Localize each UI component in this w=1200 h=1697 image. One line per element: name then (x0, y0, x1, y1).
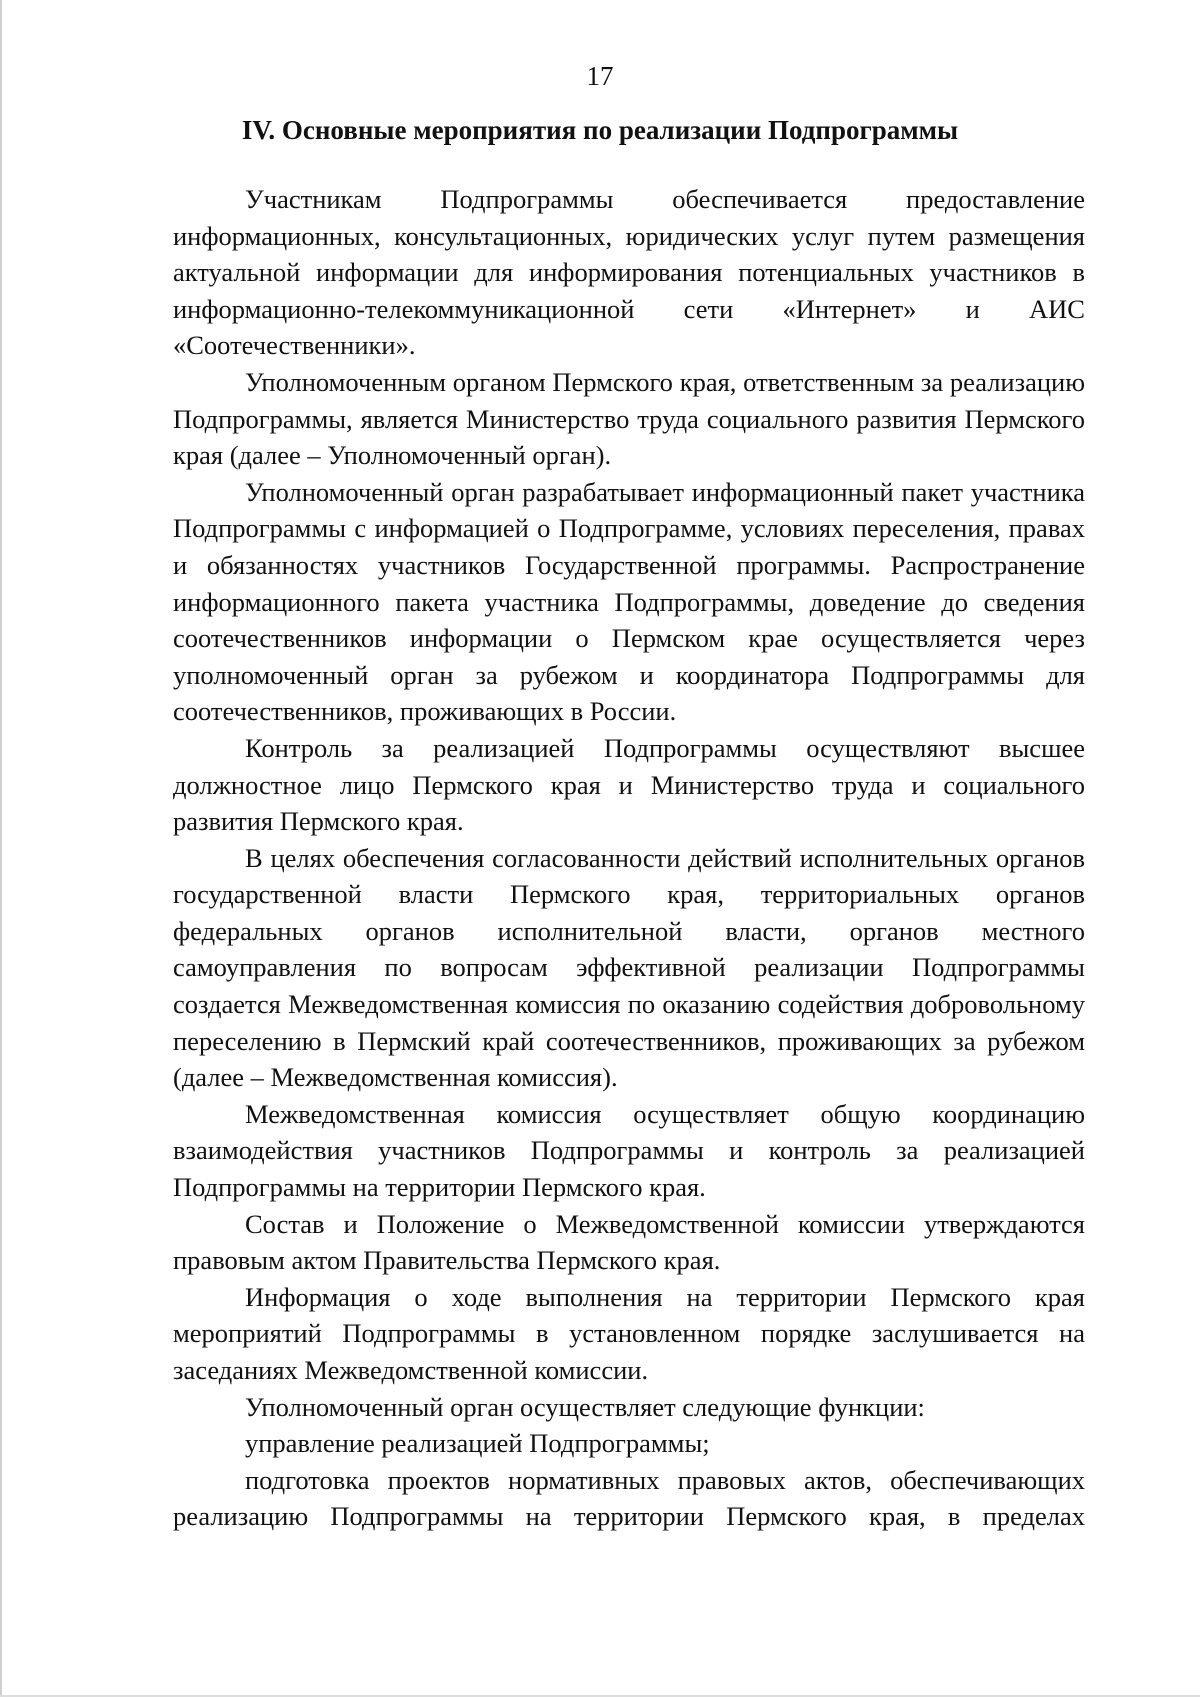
paragraph-commission-created: В целях обеспечения согласованности действий исполнительных органов государственной власти Пермского края, территориальных органов федеральных органов исполнительной власти, органов местного самоуправления по вопросам эффективной реализации Подпрограммы создается Межведомственная комиссия по оказанию содействия добровольному переселению в Пермский край соотечественников, проживающих за рубежом (далее – Межведомственная комиссия). (173, 842, 1085, 1093)
paragraph-commission-coordination: Межведомственная комиссия осуществляет общую координацию взаимодействия участников Подпрограммы и контроль за реализацией Подпрограммы на территории Пермского края. (173, 1098, 1085, 1203)
paragraph-info-package: Уполномоченный орган разрабатывает информационный пакет участника Подпрограммы с информацией о Подпрограмме, условиях переселения, правах и обязанностях участников Государственной программы. Распространение информационного пакета участника Подпрограммы, доведение до сведения соотечественников информации о Пермском крае осуществляется через уполномоченный орган за рубежом и координатора Подпрограммы для соотечественников, проживающих в России. (173, 476, 1085, 727)
paragraph-function-drafting: подготовка проектов нормативных правовых актов, обеспечивающих реализацию Подпрограммы на территории Пермского края, в пределах (173, 1464, 1085, 1532)
paragraph-progress-info: Информация о ходе выполнения на территории Пермского края мероприятий Подпрограммы в установленном порядке заслушивается на заседаниях Межведомственной комиссии. (173, 1281, 1085, 1385)
section-title: IV. Основные мероприятия по реализации Подпрограммы (241, 115, 959, 145)
paragraph-participants-info: Участникам Подпрограммы обеспечивается предоставление информационных, консультационных, юридических услуг путем размещения актуальной информации для информирования потенциальных участников в информационно-телекоммуникационной сети «Интернет» и АИС «Соотечественники». (173, 184, 1085, 361)
scan-left-edge (0, 0, 2, 1697)
paragraph-functions-intro: Уполномоченный орган осуществляет следующие функции: (245, 1391, 925, 1422)
paragraph-authorized-body: Уполномоченным органом Пермского края, ответственным за реализацию Подпрограммы, является Министерство труда социального развития Пермского края (далее – Уполномоченный орган). (173, 366, 1085, 471)
paragraph-function-management: управление реализацией Подпрограммы; (245, 1428, 710, 1459)
paragraph-commission-composition: Состав и Положение о Межведомственной комиссии утверждаются правовым актом Правительства Пермского края. (173, 1208, 1085, 1276)
page-number: 17 (586, 61, 614, 91)
paragraph-control: Контроль за реализацией Подпрограммы осуществляют высшее должностное лицо Пермского края и Министерство труда и социального развития Пермского края. (173, 732, 1085, 837)
document-body (173, 181, 1085, 1535)
